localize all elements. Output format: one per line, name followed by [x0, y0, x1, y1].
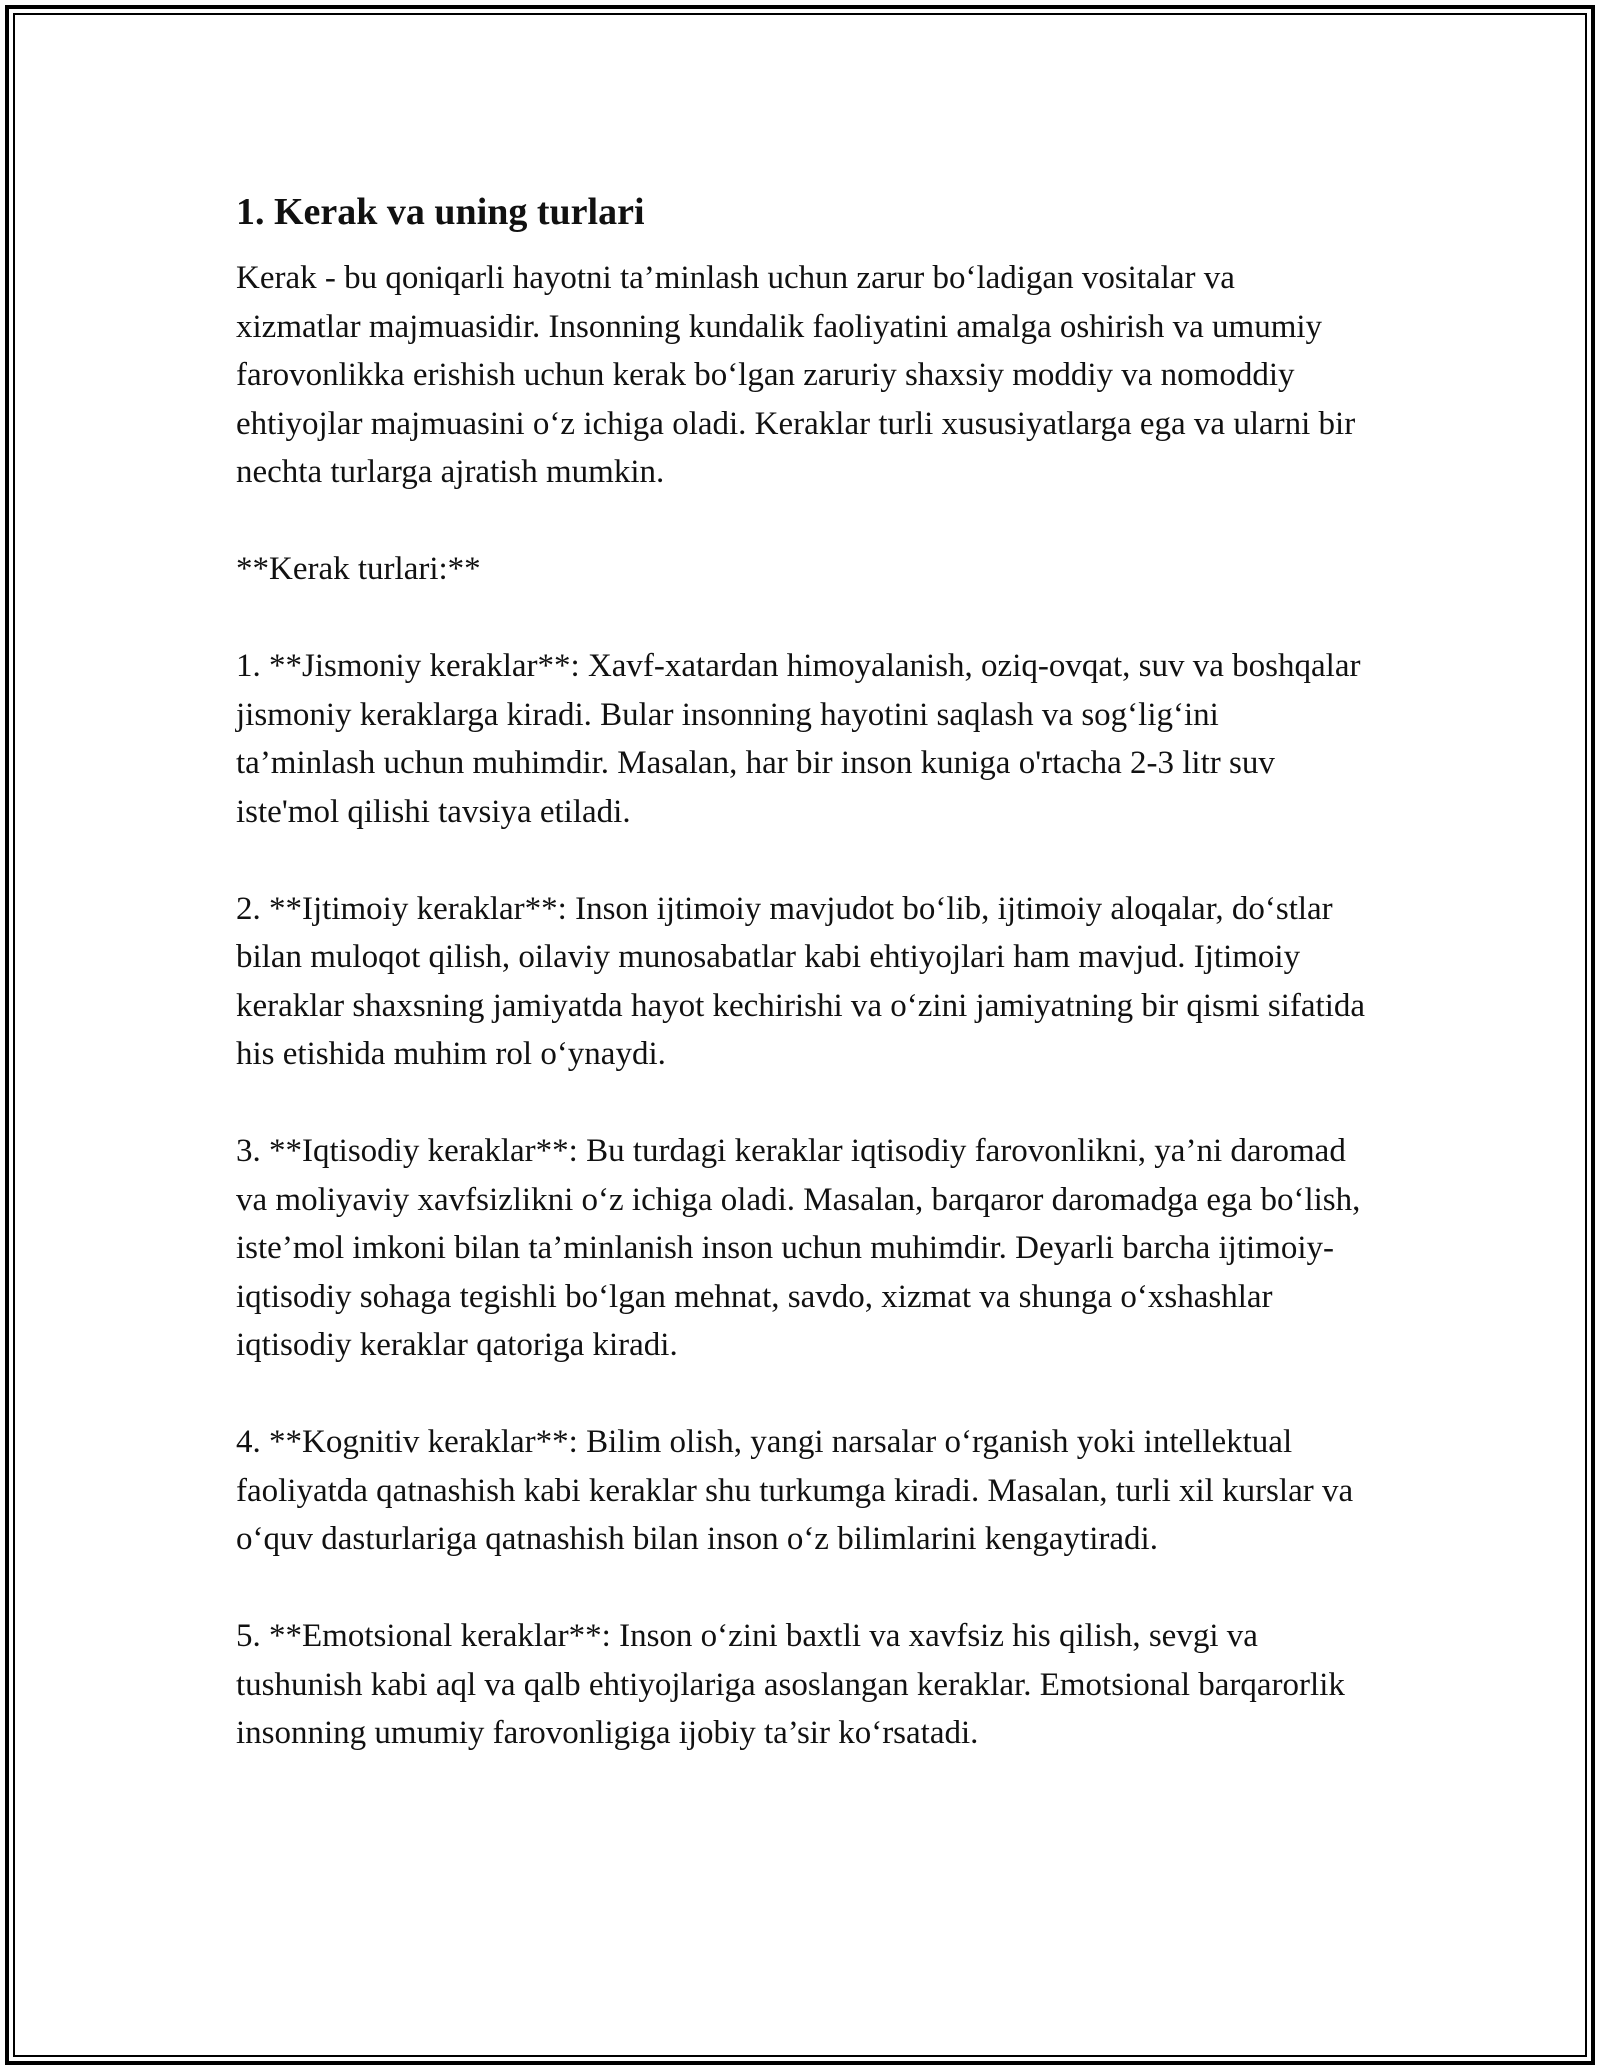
document-body [236, 184, 1366, 1806]
list-item-social-needs: 2. **Ijtimoiy keraklar**: Inson ijtimoiy mavjudot bo‘lib, ijtimoiy aloqalar, do‘stlar bilan muloqot qilish, oilaviy munosabatlar kabi ehtiyojlari ham mavjud. Ijtimoiy keraklar shaxsning jamiyatda hayot kechirishi va o‘zini jamiyatning bir qismi sifatida his etishida muhim rol o‘ynaydi. [236, 890, 1366, 1072]
section-heading: 1. Kerak va uning turlari [236, 191, 645, 233]
list-item-physical-needs: 1. **Jismoniy keraklar**: Xavf-xatardan himoyalanish, oziq-ovqat, suv va boshqalar jismoniy keraklarga kiradi. Bular insonning hayotini saqlash va sog‘lig‘ini ta’minlash uchun muhimdir. Masalan, har bir inson kuniga o'rtacha 2-3 litr suv iste'mol qilishi tavsiya etiladi. [236, 648, 1361, 830]
list-item-cognitive-needs: 4. **Kognitiv keraklar**: Bilim olish, yangi narsalar o‘rganish yoki intellektual faoliyatda qatnashish kabi keraklar shu turkumga kiradi. Masalan, turli xil kurslar va o‘quv dasturlariga qatnashish bilan inson o‘z bilimlarini kengaytiradi. [236, 1424, 1354, 1557]
types-subheading: **Kerak turlari:** [236, 551, 481, 587]
list-item-emotional-needs: 5. **Emotsional keraklar**: Inson o‘zini baxtli va xavfsiz his qilish, sevgi va tushunish kabi aql va qalb ehtiyojlariga asoslangan keraklar. Emotsional barqarorlik insonning umumiy farovonligiga ijobiy ta’sir ko‘rsatadi. [236, 1618, 1345, 1751]
intro-paragraph: Kerak - bu qoniqarli hayotni ta’minlash uchun zarur bo‘ladigan vositalar va xizmatlar majmuasidir. Insonning kundalik faoliyatini amalga oshirish va umumiy farovonlikka erishish uchun kerak bo‘lgan zaruriy shaxsiy moddiy va nomoddiy ehtiyojlar majmuasini o‘z ichiga oladi. Keraklar turli xususiyatlarga ega va ularni bir nechta turlarga ajratish mumkin. [236, 260, 1356, 490]
list-item-economic-needs: 3. **Iqtisodiy keraklar**: Bu turdagi keraklar iqtisodiy farovonlikni, ya’ni daromad va moliyaviy xavfsizlikni o‘z ichiga oladi. Masalan, barqaror daromadga ega bo‘lish, iste’mol imkoni bilan ta’minlanish inson uchun muhimdir. Deyarli barcha ijtimoiy-iqtisodiy sohaga tegishli bo‘lgan mehnat, savdo, xizmat va shunga o‘xshashlar iqtisodiy keraklar qatoriga kiradi. [236, 1133, 1361, 1363]
